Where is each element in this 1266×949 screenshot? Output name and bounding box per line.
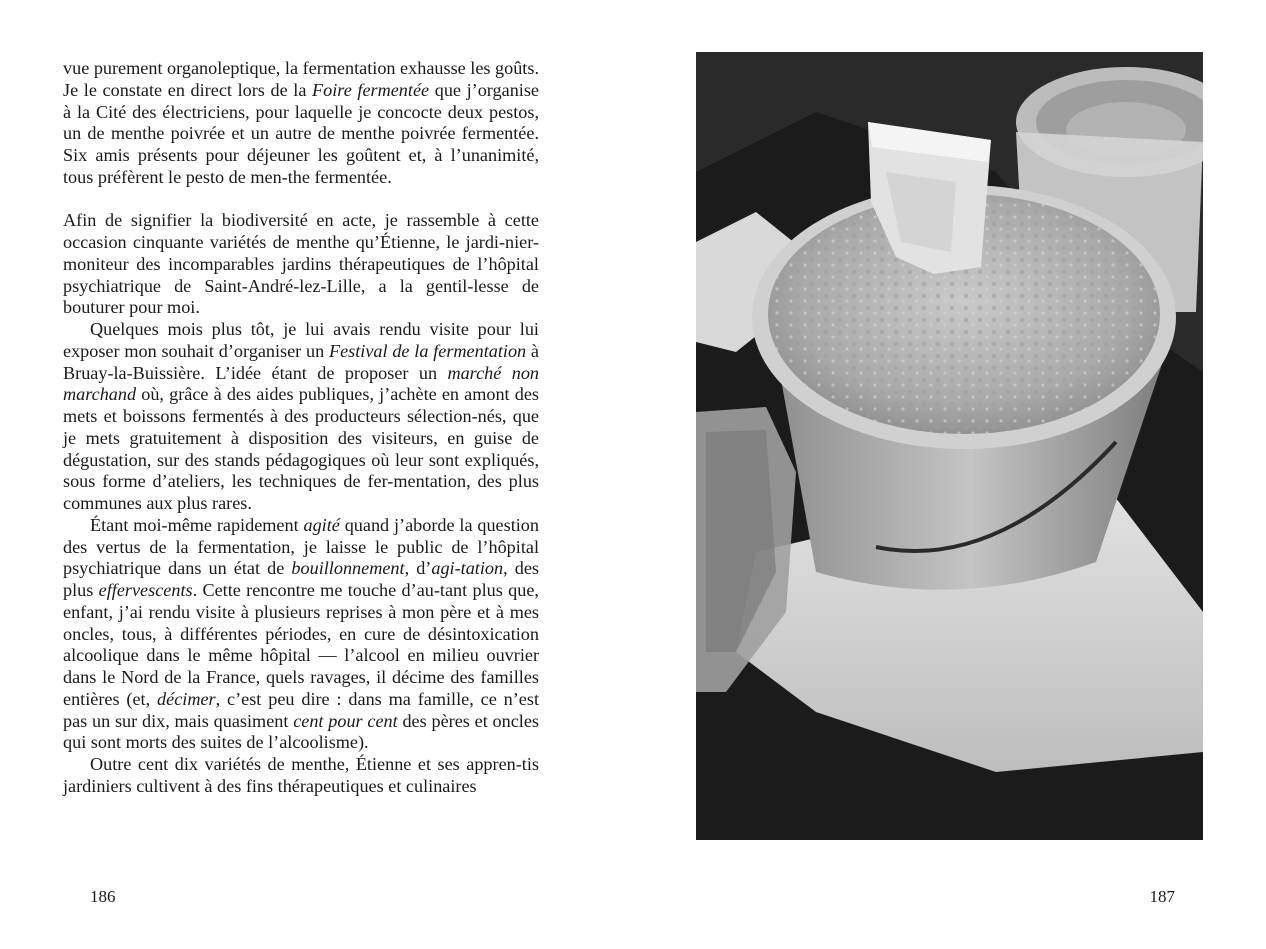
paragraph-p5: [63, 754, 539, 798]
text-run: , d’: [404, 558, 432, 579]
text-run: Afin de signifier la biodiversité en acte, je rassemble à cette occasion cinquante variétés de menthe qu’Étienne, le jardi-nier-moniteur des incomparables jardins thérapeutiques de l’hôpital psychiatrique de Saint-André-lez-Lille, a la gentil-lesse de bouturer pour moi.: [63, 210, 539, 318]
paragraph-p2: [63, 210, 539, 319]
text-run: où, grâce à des aides publiques, j’achète en amont des mets et boissons fermentés à des producteurs sélection-nés, que je mets gratuitement à disposition des visiteurs, en guise de dégustation, sur des stands pédagogiques où leur sont expliqués, sous forme d’ateliers, les techniques de fer-mentation, des plus communes aux plus rares.: [63, 384, 539, 513]
italic-phrase: marché non marchand: [63, 362, 540, 405]
italic-phrase: Foire fermentée: [312, 79, 430, 100]
text-run: à Bruay-la-Buissière. L’idée étant de proposer un: [63, 340, 540, 383]
text-run: quand j’aborde la question des vertus de la fermentation, je laisse le public de l’hôpital psychiatrique dans un état de: [63, 514, 539, 579]
text-run: Quelques mois plus tôt, je lui avais rendu visite pour lui exposer mon souhait d’organiser un: [63, 319, 539, 361]
text-run: que j’organise à la Cité des électriciens, pour laquelle je concocte deux pestos, un de menthe poivrée et un autre de menthe poivrée fermentée. Six amis présents pour déjeuner les goûtent et, à l’unanimité, tous préfèrent le pesto de men-the fermentée.: [63, 79, 540, 187]
text-run: Outre cent dix variétés de menthe, Étienne et ses appren-tis jardiniers cultivent à des fins thérapeutiques et culinaires: [63, 754, 539, 796]
paragraph-p4: [63, 515, 539, 754]
body-text: [63, 58, 539, 798]
italic-phrase: effervescents: [98, 580, 193, 600]
text-run: , des plus: [63, 558, 539, 600]
paragraph-p1: [63, 58, 539, 189]
text-run: des pères et oncles qui sont morts des suites de l’alcoolisme).: [63, 710, 539, 753]
fermentation-bucket-photo: [696, 52, 1203, 840]
text-run: vue purement organoleptique, la fermentation exhausse les goûts. Je le constate en direct lors de la: [63, 58, 539, 100]
text-run: , c’est peu dire : dans ma famille, ce n’est pas un sur dix, mais quasiment: [63, 688, 539, 731]
italic-phrase: décimer: [157, 688, 216, 709]
right-page: [633, 0, 1266, 949]
italic-phrase: bouillonnement: [291, 558, 405, 579]
italic-phrase: Festival de la fermentation: [328, 340, 527, 361]
text-run: Étant moi-même rapidement: [90, 514, 304, 535]
paragraph-p3: [63, 319, 539, 515]
italic-phrase: agi-tation: [431, 558, 504, 579]
italic-phrase: agité: [303, 514, 340, 535]
page-number-left: 186: [90, 887, 116, 906]
page-number-right: 187: [1149, 887, 1175, 906]
italic-phrase: cent pour cent: [293, 710, 398, 731]
photo-illustration: [696, 52, 1203, 840]
text-run: . Cette rencontre me touche d’au-tant plus que, enfant, j’ai rendu visite à plusieurs reprises à mon père et à mes oncles, tous, à différentes périodes, en cure de désintoxication alcoolique dans le même hôpital — l’alcool en milieu ouvrier dans le Nord de la France, quels ravages, il décime des familles entières (et,: [63, 580, 539, 709]
